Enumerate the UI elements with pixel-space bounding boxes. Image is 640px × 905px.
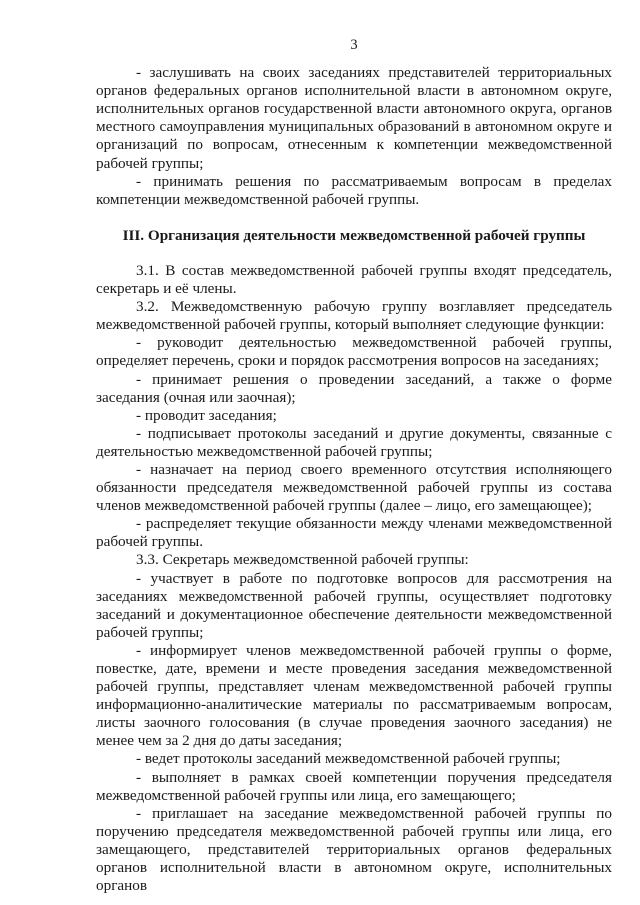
section-body: [96, 262, 612, 895]
paragraph: - ведет протоколы заседаний межведомственной рабочей группы;: [136, 750, 561, 768]
paragraph: 3.3. Секретарь межведомственной рабочей группы:: [136, 551, 469, 569]
paragraph: - проводит заседания;: [136, 406, 277, 424]
paragraph: - информирует членов межведомственной рабочей группы о форме, повестке, дате, времени и месте проведения заседания межведомственной рабочей группы, представляет членам межведомственной рабочей группы информационно-аналитические материалы по рассматриваемым вопросам, листы заочного голосования (в случае проведения заочного заседания) не менее чем за 2 дня до даты заседания;: [96, 641, 612, 750]
page-number: 3: [350, 37, 358, 53]
paragraph: - назначает на период своего временного отсутствия исполняющего обязанности председателя межведомственной рабочей группы из состава членов межведомственной рабочей группы (далее – лицо, его замещающее);: [96, 460, 612, 515]
paragraph: - принимает решения о проведении заседаний, а также о форме заседания (очная или заочная);: [96, 370, 612, 406]
paragraph: - приглашает на заседание межведомственной рабочей группы по поручению председателя межведомственной рабочей группы или лица, его замещающего, представителей территориальных органов федеральных органов исполнительной власти в автономном округе, исполнительных органов: [96, 804, 612, 895]
paragraph: - участвует в работе по подготовке вопросов для рассмотрения на заседаниях межведомственной рабочей группы, осуществляет подготовку заседаний и документационное обеспечение деятельности межведомственной рабочей группы;: [96, 569, 612, 641]
paragraph: - подписывает протоколы заседаний и другие документы, связанные с деятельностью межведомственной рабочей группы;: [96, 424, 612, 460]
top-paragraphs: [96, 64, 612, 209]
paragraph: - распределяет текущие обязанности между членами межведомственной рабочей группы.: [96, 515, 612, 551]
section-title: III. Организация деятельности межведомственной рабочей группы: [122, 226, 586, 244]
paragraph: - заслушивать на своих заседаниях представителей территориальных органов федеральных органов исполнительной власти в автономном округе, исполнительных органов государственной власти автономного округа, органов местного самоуправления муниципальных образований в автономном округе и организаций по вопросам, отнесенным к компетенции межведомственной рабочей группы;: [96, 64, 612, 172]
paragraph: - принимать решения по рассматриваемым вопросам в пределах компетенции межведомственной рабочей группы.: [96, 172, 612, 208]
paragraph: - руководит деятельностью межведомственной рабочей группы, определяет перечень, сроки и порядок рассмотрения вопросов на заседаниях;: [96, 334, 612, 370]
paragraph: 3.1. В состав межведомственной рабочей группы входят председатель, секретарь и её члены.: [96, 261, 612, 298]
paragraph: 3.2. Межведомственную рабочую группу возглавляет председатель межведомственной рабочей группы, который выполняет следующие функции:: [96, 298, 612, 334]
paragraph: - выполняет в рамках своей компетенции поручения председателя межведомственной рабочей группы или лица, его замещающего;: [96, 768, 612, 804]
